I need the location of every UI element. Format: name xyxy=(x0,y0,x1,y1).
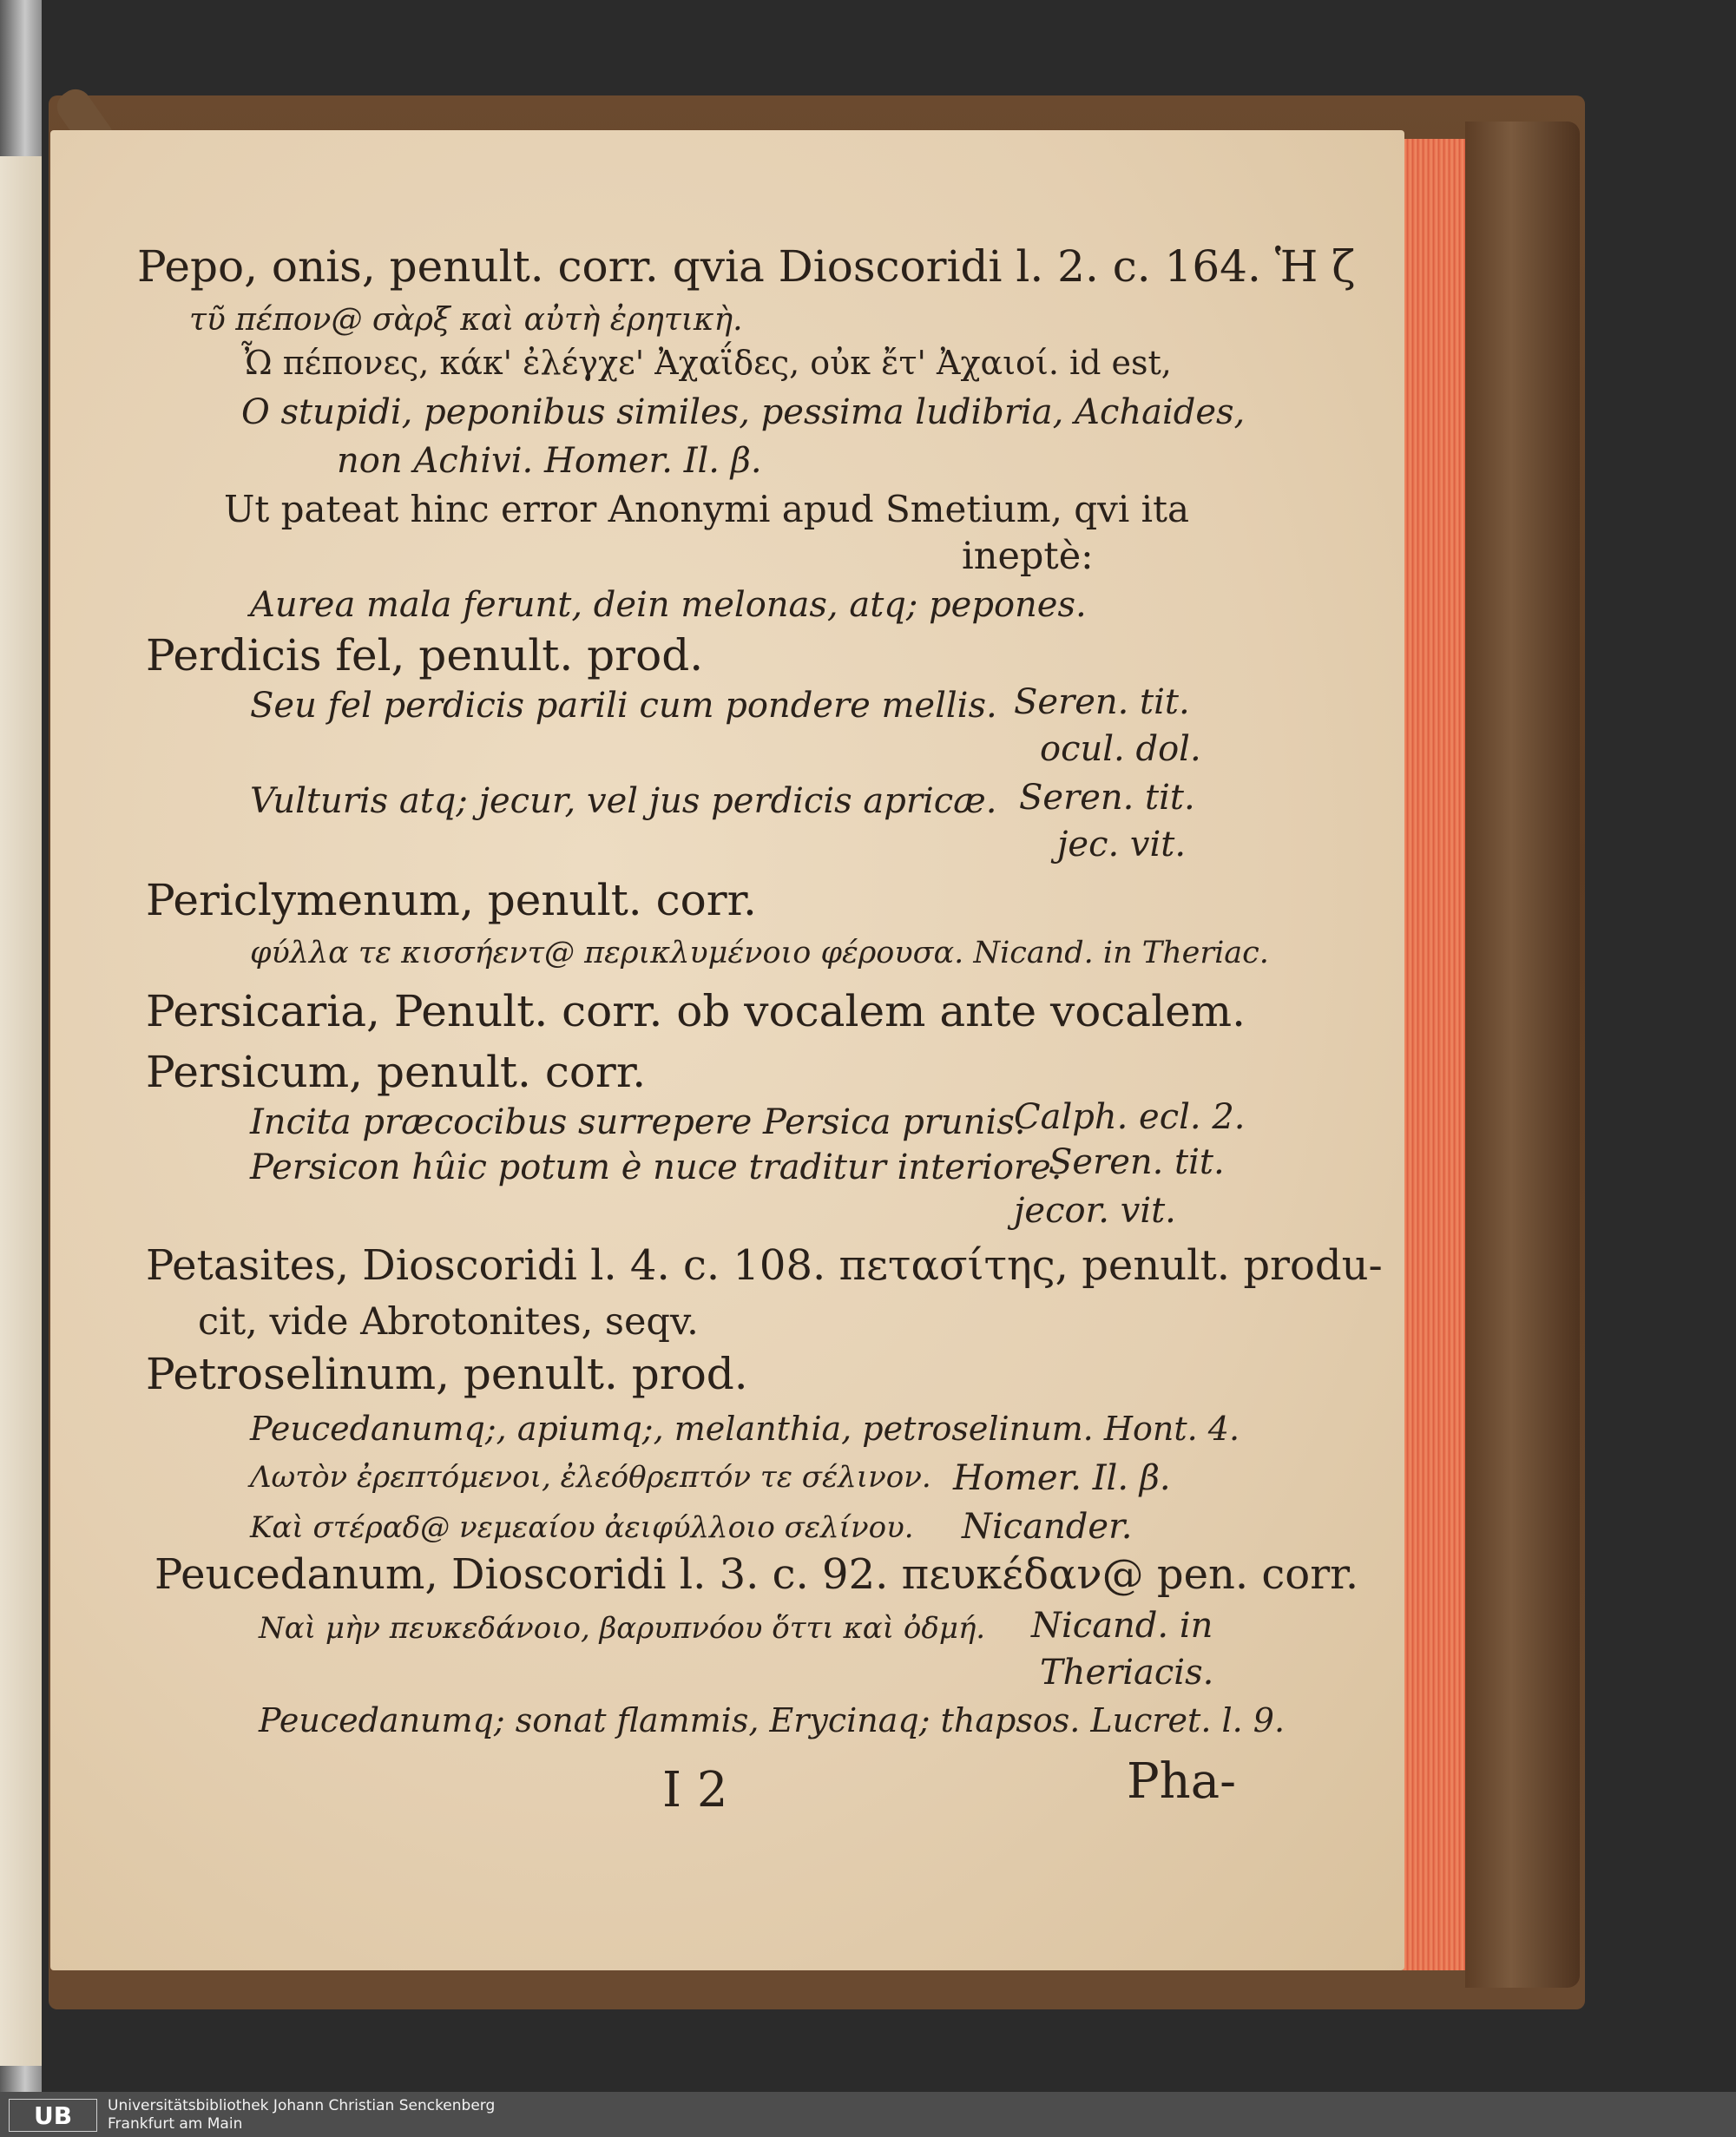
quote-line: Peucedanumq;, apiumq;, melanthia, petroselinum. Hont. 4. xyxy=(250,1410,1240,1448)
quote-line: Persicon hûic potum è nuce traditur interiore. xyxy=(250,1147,1062,1187)
citation: Nicand. in xyxy=(1031,1606,1213,1646)
quote-line: Peucedanumq; sonat flammis, Erycinaq; thapsos. Lucret. l. 9. xyxy=(259,1701,1286,1739)
page-edges xyxy=(1403,139,1465,1970)
translation-cont: non Achivi. Homer. Il. β. xyxy=(337,441,762,481)
footer-bar xyxy=(0,2092,1736,2137)
quote-line: Vulturis atq; jecur, vel jus perdicis apricæ. xyxy=(250,781,997,821)
entry-persicaria: Persicaria, Penult. corr. ob vocalem ante vocalem. xyxy=(146,986,1246,1036)
citation-cont: ocul. dol. xyxy=(1040,729,1201,769)
footer-text xyxy=(108,2097,495,2134)
citation: Homer. Il. β. xyxy=(953,1458,1171,1498)
greek-quote: Λωτὸν ἐρεπτόμενοι, ἐλεόθρεπτόν τε σέλινον. xyxy=(250,1460,931,1495)
entry-perdicis: Perdicis fel, penult. prod. xyxy=(146,630,704,681)
note-line-cont: ineptè: xyxy=(962,535,1094,578)
quote-line: Aurea mala ferunt, dein melonas, atq; pepones. xyxy=(250,585,1087,625)
entry-pepo: Pepo, onis, penult. corr. qvia Dioscoridi l. 2. c. 164. Ἡ ζ xyxy=(137,241,1356,292)
note-line: Ut pateat hinc error Anonymi apud Smetium, qvi ita xyxy=(224,488,1190,530)
library-name: Universitätsbibliothek Johann Christian Senckenberg xyxy=(108,2097,496,2114)
catchword: Pha- xyxy=(1127,1753,1237,1810)
greek-quote: Ὦ πέπονες, κάκ' ἐλέγχε' Ἀχαΐδες, οὐκ ἔτ' Ἀχαιοί. id est, xyxy=(241,344,1172,382)
greek-quote: Ναὶ μὴν πευκεδάνοιο, βαρυπνόου ὅττι καὶ ὀδμή. xyxy=(259,1611,986,1646)
entry-peucedanum: Peucedanum, Dioscoridi l. 3. c. 92. πευκέδαν@ pen. corr. xyxy=(155,1550,1359,1599)
citation: Calph. ecl. 2. xyxy=(1014,1097,1246,1137)
greek-quote: φύλλα τε κισσήεντ@ περικλυμένοιο φέρουσα. Nicand. in Theriac. xyxy=(250,936,1269,970)
entry-periclymenum: Periclymenum, penult. corr. xyxy=(146,875,757,925)
adjacent-page xyxy=(0,156,42,2066)
citation: Seren. tit. xyxy=(1014,682,1190,722)
signature-mark: I 2 xyxy=(662,1762,728,1818)
entry-cont: cit, vide Abrotonites, seqv. xyxy=(198,1300,699,1344)
citation: Seren. tit. xyxy=(1019,778,1195,818)
citation: Nicander. xyxy=(962,1507,1133,1547)
library-logo: UB xyxy=(9,2099,97,2132)
entry-petroselinum: Petroselinum, penult. prod. xyxy=(146,1349,748,1399)
entry-persicum: Persicum, penult. corr. xyxy=(146,1047,647,1097)
book-cover-right xyxy=(1465,122,1580,1988)
book-page xyxy=(50,130,1404,1970)
quote-line: Seu fel perdicis parili cum pondere mellis. xyxy=(250,686,997,726)
quote-line: Incita præcocibus surrepere Persica prunis. xyxy=(250,1102,1026,1142)
citation-cont: Theriacis. xyxy=(1040,1653,1214,1693)
translation: O stupidi, peponibus similes, pessima ludibria, Achaides, xyxy=(241,392,1246,432)
citation-cont: jec. vit. xyxy=(1057,825,1187,865)
greek-quote: Καὶ στέραδ@ νεμεαίου ἀειφύλλοιο σελίνου. xyxy=(250,1510,914,1545)
greek-line: τῦ πέπον@ σὰρξ καὶ αὐτὴ ἐρητικὴ. xyxy=(189,302,743,338)
library-city: Frankfurt am Main xyxy=(108,2115,243,2133)
citation-cont: jecor. vit. xyxy=(1014,1191,1176,1231)
citation: Seren. tit. xyxy=(1049,1142,1225,1182)
entry-petasites: Petasites, Dioscoridi l. 4. c. 108. πετασίτης, penult. produ- xyxy=(146,1241,1383,1290)
